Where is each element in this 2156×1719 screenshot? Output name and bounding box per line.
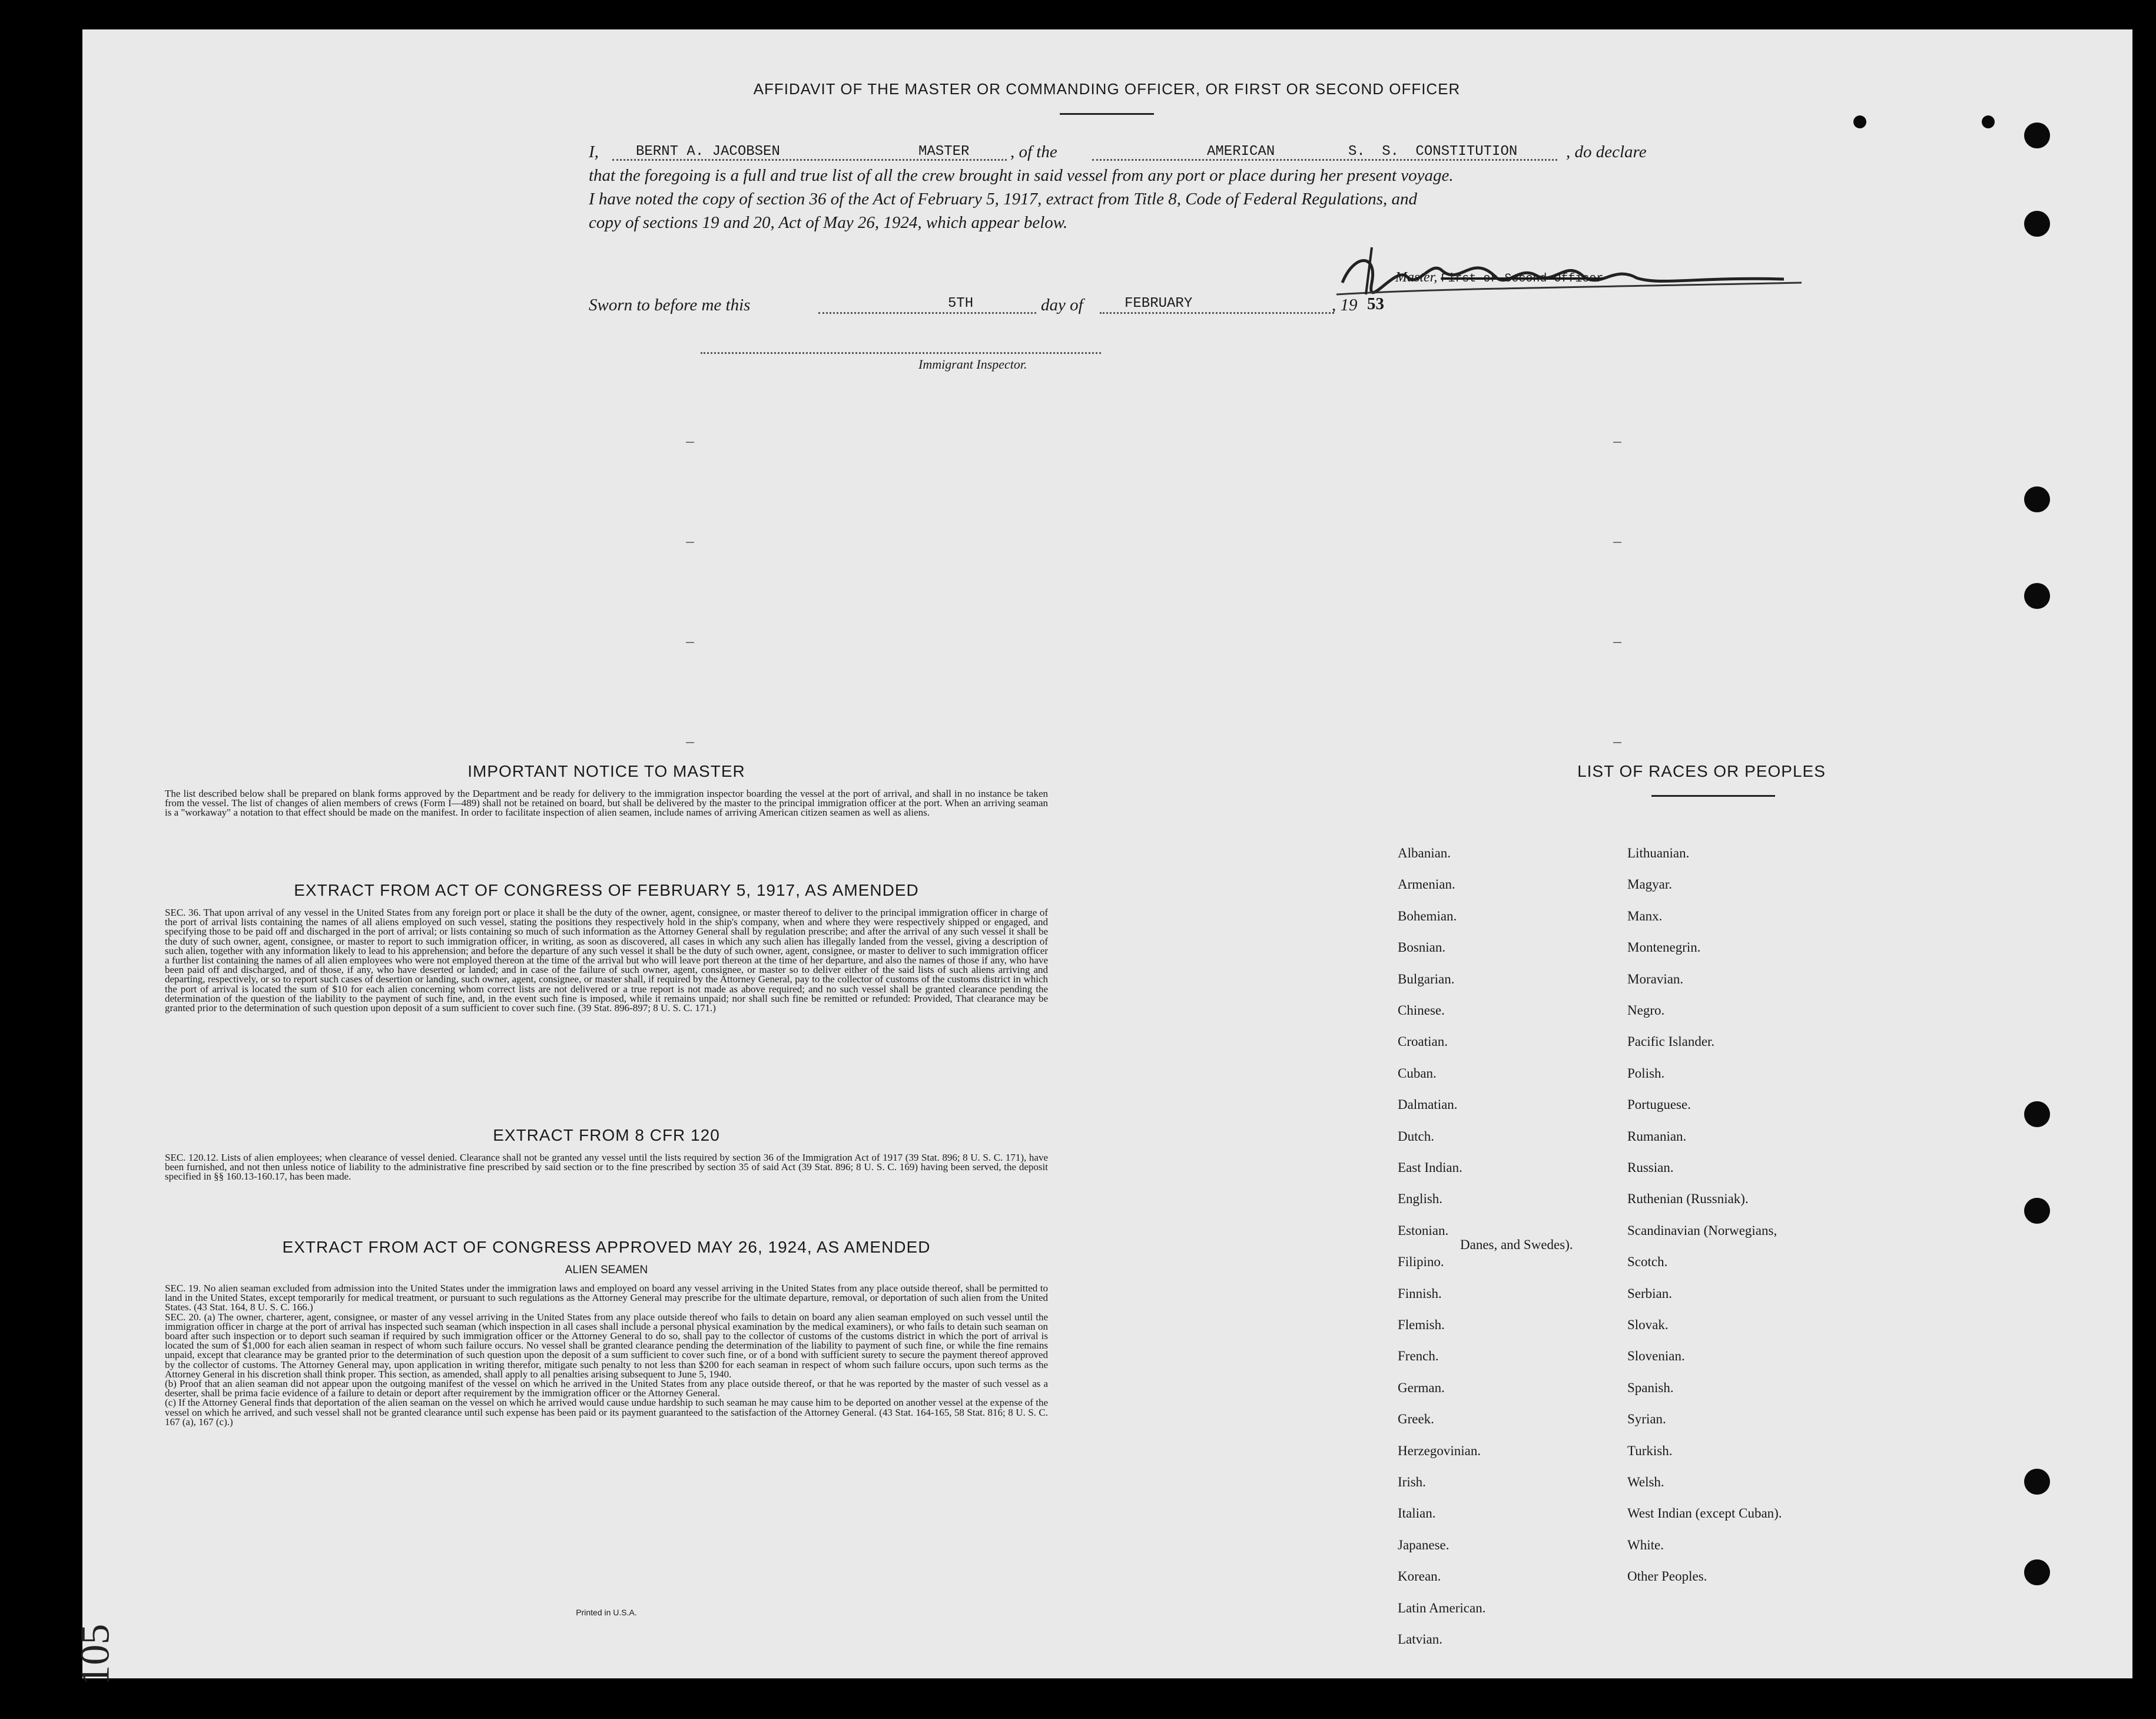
sworn-line [589, 296, 1472, 319]
sworn-label: Sworn to before me this [589, 296, 751, 314]
binder-hole [2024, 211, 2050, 237]
race-left-item: Korean. [1398, 1569, 1441, 1584]
extract-cfr-paragraph: SEC. 120.12. Lists of alien employees; when clearance of vessel denied. Clearance shall not be granted any vessel until the lists required by section 36 of the Immigration Act of 1917 (39 Stat. 896; 8 U. S. C. 171), have been furnished, and not then unless notice of liability to the administrative fine prescribed by said section or to the fine prescribed by section 35 of said Act (39 Stat. 896; 8 U. S. C. 169) having been served, the deposit specified in §§ 160.13-160.17, has been made. [165, 1152, 1048, 1183]
race-right-item: Scandinavian (Norwegians, [1627, 1223, 1777, 1238]
sec-20c-paragraph: (c) If the Attorney General finds that deportation of the alien seaman on the vessel on which he arrived would cause undue hardship to such seaman he may cause him to be deported on another vessel at the expense of the vessel on which he arrived, and such vessel shall not be granted clearance until such expense has been paid or its payment guaranteed to the satisfaction of the Attorney General. (43 Stat. 164-165, 58 Stat. 816; 8 U. S. C. 167 (a), 167 (c).) [165, 1397, 1048, 1427]
master-caption [1395, 270, 1603, 286]
sworn-month: FEBRUARY [1125, 296, 1193, 312]
sec-20a-paragraph: SEC. 20. (a) The owner, charterer, agent, consignee, or master of any vessel arriving in the United States from any place outside thereof who fails to detain on board any alien seaman employed on such vessel until the immigration officer in charge at the port of arrival has inspected such seaman (which inspection in all cases shall include a personal physical examination by the medical examiners), or who fails to detain such seaman on board after such inspection or to deport such seaman if required by such immigration officer or the Attorney General to do so, shall pay to the collector of customs of the customs district in which the port of arrival is located the sum of $1,000 for each alien seaman in respect of whom such failure occurs. No vessel shall be granted clearance pending the determination of the liability to payment of such fine, or while the fine remains unpaid, except that clearance may be granted prior to the determination of such question upon the deposit of a sum sufficient to cover such fine, or of a bond with sufficient surety to secure the payment thereof approved by the collector of customs. The Attorney General may, upon application in writing therefor, mitigate such penalty to not less than $200 for each seaman in respect of whom such failure occurs, upon such terms as the Attorney General in his discretion shall think proper. This section, as amended, shall apply to all penalties arising subsequent to June 5, 1940. [165, 1311, 1048, 1380]
race-right-item: Russian. [1627, 1160, 1674, 1175]
year-suffix: 53 [1367, 294, 1384, 313]
race-left-item: Latvian. [1398, 1632, 1442, 1647]
race-right-item: Manx. [1627, 908, 1663, 923]
year-prefix: , 19 [1332, 296, 1358, 314]
race-right-item: Danes, and Swedes). [1460, 1237, 1573, 1252]
tick-mark [1613, 742, 1621, 743]
races-title: LIST OF RACES OR PEOPLES [1577, 762, 1826, 780]
notice-paragraph: The list described below shall be prepared on blank forms approved by the Department and be ready for delivery to the immigration inspector boarding the vessel at the port of arrival, and shall in no instance be taken from the vessel. The list of changes of alien members of crews (Form I—489) shall not be retained on board, but shall be delivered by the master to the principal immigration officer at the port. When an arriving seaman is a "workaway" a notation to that effect should be made on the manifest. In order to facilitate inspection of alien seamen, include names of arriving American citizen seamen as well as aliens. [165, 788, 1048, 819]
name-dotline [612, 159, 1007, 161]
race-left-item: Herzegovinian. [1398, 1443, 1481, 1458]
struck-officer-caption: First or Second Officer [1441, 272, 1604, 286]
race-right-item: Negro. [1627, 1003, 1665, 1018]
extract-1924-title: EXTRACT FROM ACT OF CONGRESS APPROVED MAY 26, 1924, AS AMENDED [282, 1238, 931, 1256]
notice-title: IMPORTANT NOTICE TO MASTER [467, 762, 745, 780]
alien-seamen-subtitle: ALIEN SEAMEN [565, 1264, 648, 1276]
race-left-item: Flemish. [1398, 1317, 1445, 1332]
vessel-name: S. S. CONSTITUTION [1348, 144, 1518, 160]
ink-spot [1982, 115, 1995, 128]
master-rank: MASTER [918, 144, 970, 160]
tick-mark [1613, 442, 1621, 443]
race-left-item: Estonian. [1398, 1223, 1449, 1238]
race-left-item: Finnish. [1398, 1286, 1442, 1301]
extract-1917-paragraph: SEC. 36. That upon arrival of any vessel in the United States from any foreign port or place it shall be the duty of the owner, agent, consignee, or master thereof to deliver to the principal immigration officer in charge of the port of arrival lists containing the names of all aliens employed on such vessel, stating the positions they respectively hold in the ship's company, when and where they were respectively shipped or engaged, and specifying those to be paid off and discharged in the port of arrival; or lists containing so much of such information as the Attorney General shall by regulation prescribe; and after the arrival of any such vessel it shall be the duty of such owner, agent, consignee, or master to report to such immigration officer, in writing, as soon as discovered, all cases in which any such alien has illegally landed from the vessel, giving a description of such alien, together with any information likely to lead to his apprehension; and before the departure of any such vessel it shall be the duty of such owner, agent, consignee, or master to deliver to such immigration officer a further list containing the names of all alien employees who were not employed thereon at the time of the arrival but who will leave port thereon at the time of her departure, and also the names of those if any, who have been paid off and discharged, and of those, if any, who have deserted or landed; and in case of the failure of such owner, agent, consignee, or master so to deliver either of the said lists of such aliens arriving and departing, respectively, or so to report such cases of desertion or landing, such owner, agent, consignee, or master shall, if required by the Attorney General, pay to the collector of customs of the customs district in which the port of arrival is located the sum of $10 for each alien concerning whom correct lists are not delivered or a true report is not made as above required; and no such vessel shall be granted clearance pending the determination of the question of the liability to the payment of such fine, and, in the event such fine is imposed, while it remains unpaid; nor shall such fine be remitted or refunded: Provided, That clearance may be granted prior to the determination of such question upon deposit of a sum sufficient to cover such fine. (39 Stat. 896-897; 8 U. S. C. 171.) [165, 907, 1048, 1014]
race-left-item: Filipino. [1398, 1254, 1444, 1270]
race-right-item: Pacific Islander. [1627, 1034, 1715, 1049]
race-left-item: English. [1398, 1191, 1443, 1207]
tick-mark [686, 542, 694, 543]
extract-cfr-title: EXTRACT FROM 8 CFR 120 [493, 1126, 720, 1144]
i-prefix: I, [589, 143, 599, 161]
tick-mark [686, 642, 694, 643]
race-right-item: Slovak. [1627, 1317, 1669, 1332]
race-left-item: Japanese. [1398, 1537, 1450, 1552]
vessel-dotline [1092, 159, 1557, 161]
affidavit-line-3: I have noted the copy of section 36 of the Act of February 5, 1917, extract from Title 8, Code of Federal Regulations, and [589, 190, 1418, 208]
binder-hole [2024, 1469, 2050, 1495]
inspector-caption: Immigrant Inspector. [918, 357, 1027, 372]
binder-hole [2024, 1198, 2050, 1224]
sec-20b-paragraph: (b) Proof that an alien seaman did not appear upon the outgoing manifest of the vessel on which he arrived in the United States from any place outside thereof, or that he was reported by the master of such vessel as a deserter, shall be prima facie evidence of a failure to detain or deport after requirement by the immigration officer or the Attorney General. [165, 1378, 1048, 1399]
master-name: BERNT A. JACOBSEN [636, 144, 780, 160]
month-dotline [1100, 312, 1334, 314]
race-left-item: German. [1398, 1380, 1445, 1395]
day-dotline [818, 312, 1036, 314]
margin-handwritten-note: 105 [72, 1624, 118, 1686]
races-title-rule [1651, 795, 1775, 797]
race-right-item: Scotch. [1627, 1254, 1668, 1270]
race-left-item: Armenian. [1398, 877, 1455, 892]
title-rule [1060, 113, 1154, 115]
of-the-text: , of the [1010, 143, 1057, 161]
race-left-item: Latin American. [1398, 1600, 1486, 1615]
race-right-item: Lithuanian. [1627, 846, 1690, 860]
binder-hole [2024, 1101, 2050, 1127]
tick-mark [686, 442, 694, 443]
binder-hole [2024, 583, 2050, 609]
race-left-item: Dalmatian. [1398, 1097, 1458, 1112]
inspector-dotline [701, 352, 1101, 354]
race-left-item: Irish. [1398, 1475, 1426, 1489]
race-right-item: West Indian (except Cuban). [1627, 1506, 1782, 1521]
affidavit-line-4: copy of sections 19 and 20, Act of May 26, 1924, which appear below. [589, 213, 1068, 232]
race-left-item: East Indian. [1398, 1160, 1462, 1175]
race-right-item: Spanish. [1627, 1380, 1674, 1395]
race-right-item: Polish. [1627, 1065, 1665, 1081]
race-left-item: Cuban. [1398, 1065, 1437, 1081]
tick-mark [1613, 542, 1621, 543]
ink-spot [1853, 115, 1866, 128]
race-left-item: Bosnian. [1398, 940, 1446, 955]
race-right-item: Welsh. [1627, 1475, 1664, 1489]
extract-1917-title: EXTRACT FROM ACT OF CONGRESS OF FEBRUARY 5, 1917, AS AMENDED [294, 881, 919, 899]
master-caption-label: Master, [1395, 270, 1438, 285]
race-left-item: Croatian. [1398, 1034, 1448, 1049]
affidavit-line-1 [589, 143, 1743, 163]
sec-19-paragraph: SEC. 19. No alien seaman excluded from admission into the United States under the immigration laws and employed on board any vessel arriving in the United States from any place outside thereof, shall be permitted to land in the United States, except temporarily for medical treatment, or pursuant to such regulations as the Attorney General may prescribe for the ultimate departure, removal, or deportation of such alien from the United States. (43 Stat. 164, 8 U. S. C. 166.) [165, 1283, 1048, 1313]
binder-hole [2024, 1559, 2050, 1585]
race-right-item: Slovenian. [1627, 1349, 1685, 1364]
tick-mark [686, 742, 694, 743]
race-right-item: Rumanian. [1627, 1128, 1687, 1144]
affidavit-line-2: that the foregoing is a full and true list of all the crew brought in said vessel from any port or place during her present voyage. [589, 166, 1454, 185]
race-left-item: French. [1398, 1349, 1439, 1364]
race-right-item: Ruthenian (Russniak). [1627, 1191, 1749, 1207]
race-right-item: Moravian. [1627, 971, 1684, 986]
do-declare-text: , do declare [1566, 143, 1647, 161]
race-left-item: Chinese. [1398, 1003, 1445, 1018]
race-right-item: Serbian. [1627, 1286, 1673, 1301]
race-right-item: Turkish. [1627, 1443, 1673, 1458]
race-right-item: Montenegrin. [1627, 940, 1701, 955]
extract-1924-body [165, 1284, 1048, 1427]
race-right-item: White. [1627, 1537, 1664, 1552]
race-left-item: Dutch. [1398, 1128, 1434, 1144]
race-left-item: Greek. [1398, 1412, 1434, 1427]
nationality: AMERICAN [1207, 144, 1275, 160]
race-right-item: Syrian. [1627, 1412, 1666, 1427]
document-page [72, 29, 2132, 1686]
race-left-item: Bulgarian. [1398, 971, 1455, 986]
race-left-item: Albanian. [1398, 846, 1451, 860]
race-right-item: Magyar. [1627, 877, 1673, 892]
tick-mark [1613, 642, 1621, 643]
race-right-item: Other Peoples. [1627, 1569, 1707, 1584]
binder-hole [2024, 486, 2050, 512]
sworn-day: 5TH [948, 296, 974, 312]
race-right-item: Portuguese. [1627, 1097, 1691, 1112]
printed-in-usa: Printed in U.S.A. [576, 1608, 637, 1617]
affidavit-title: AFFIDAVIT OF THE MASTER OR COMMANDING OFFICER, OR FIRST OR SECOND OFFICER [753, 80, 1461, 98]
race-left-item: Bohemian. [1398, 908, 1457, 923]
day-of-text: day of [1041, 296, 1083, 314]
binder-hole [2024, 122, 2050, 148]
race-left-item: Italian. [1398, 1506, 1436, 1521]
